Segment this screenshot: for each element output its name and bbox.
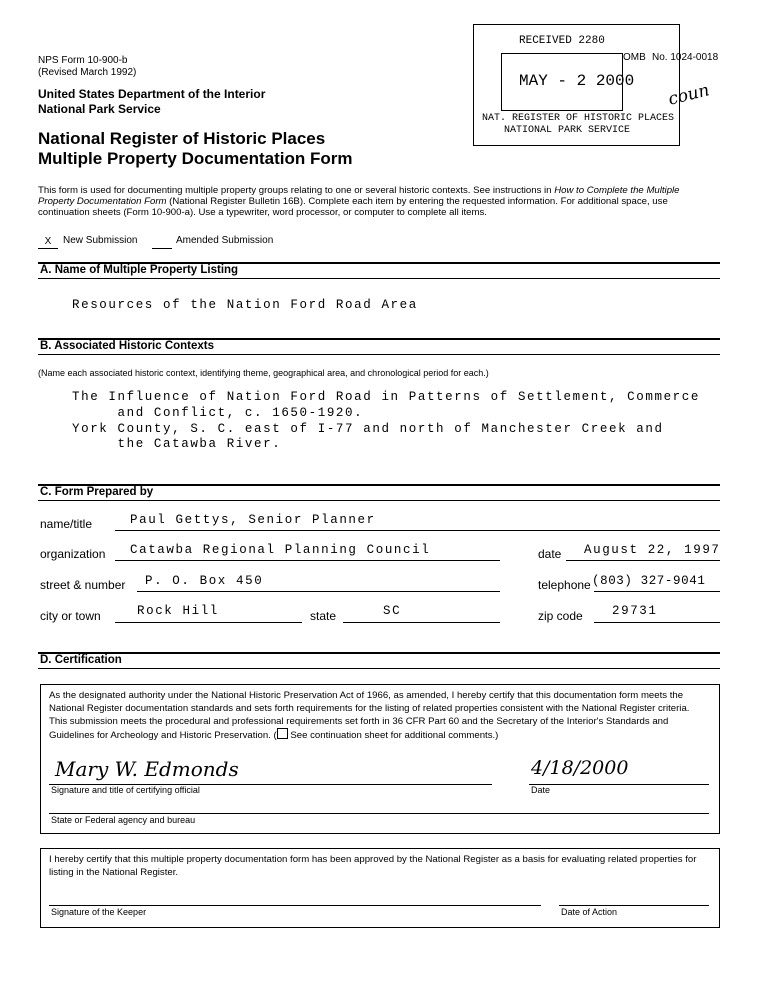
context-line: the Catawba River. [72,437,282,451]
instructions [38,185,718,218]
field-underline [137,591,500,592]
name-label: name/title [40,517,93,531]
state-value[interactable]: SC [383,604,402,618]
field-underline [115,530,720,531]
stamp-line2: NATIONAL PARK SERVICE [504,125,631,136]
city-label: city or town [40,609,101,623]
agency-label: State or Federal agency and bureau [51,815,196,825]
organization-label: organization [40,547,106,561]
date-value[interactable]: August 22, 1997 [584,543,721,557]
date-label: date [538,547,562,561]
section-b-instructions: (Name each associated historic context, identifying theme, geographical area, and chronological period for each.) [38,368,489,378]
zip-value[interactable]: 29731 [612,604,658,618]
page-title: National Register of Historic Places [38,129,326,148]
field-underline [529,784,709,785]
stamp-date-box [501,53,635,111]
amended-submission-mark[interactable] [152,236,172,249]
context-line: and Conflict, c. 1650-1920. [72,406,364,420]
field-underline [49,813,709,814]
form-revised: (Revised March 1992) [38,67,137,78]
amended-submission-label: Amended Submission [176,235,274,246]
sign-date-label: Date [531,785,551,795]
omb-prefix: OMB [623,52,646,63]
telephone-label: telephone [538,578,591,592]
instructions-text-a: This form is used for documenting multiple property groups relating to one or several historic contexts. See instructions in [38,185,555,196]
instructions-text-b: (National Register Bulletin 16B). Complete each item by entering the requested information. For additional space, use continuation sheets (Form 10-900-a). Use a typewriter, word processor, or computer to complete all items. [38,196,668,218]
section-c-title: C. Form Prepared by [40,486,154,498]
city-value[interactable]: Rock Hill [137,604,219,618]
organization-value[interactable]: Catawba Regional Planning Council [130,543,431,557]
field-underline [49,905,541,906]
zip-label: zip code [538,609,583,623]
telephone-value[interactable]: (803) 327-9041 [592,574,706,588]
stamp-date: MAY - 2 2000 [519,72,635,90]
handwritten-note: coun [666,80,712,110]
department: United States Department of the Interior [38,87,266,101]
street-label: street & number [40,578,126,592]
field-underline [566,560,720,561]
field-underline [115,622,302,623]
new-submission-label: New Submission [63,235,138,246]
page-subtitle: Multiple Property Documentation Form [38,149,353,168]
date-of-action-label: Date of Action [561,907,618,917]
continuation-checkbox[interactable] [277,728,288,739]
context-line: The Influence of Nation Ford Road in Patterns of Settlement, Commerce [72,390,700,404]
section-a-title: A. Name of Multiple Property Listing [40,264,239,276]
field-underline [115,560,500,561]
state-label: state [310,609,337,623]
section-d-title: D. Certification [40,654,122,666]
field-underline [594,622,720,623]
street-value[interactable]: P. O. Box 450 [145,574,264,588]
context-line: York County, S. C. east of I-77 and north of Manchester Creek and [72,422,664,436]
certification-text [49,689,709,742]
section-a-value: Resources of the Nation Ford Road Area [72,298,418,312]
omb-number: No. 1024-0018 [652,52,719,63]
certification-box [40,684,720,834]
divider [38,354,720,355]
new-submission-mark[interactable]: X [38,236,58,249]
keeper-signature-label: Signature of the Keeper [51,907,147,917]
received-stamp [473,24,680,146]
section-b-title: B. Associated Historic Contexts [40,340,215,352]
keeper-box [40,848,720,928]
sign-date: 4/18/2000 [531,757,629,779]
stamp-line1: NAT. REGISTER OF HISTORIC PLACES [482,113,675,124]
service: National Park Service [38,102,161,116]
signature: Mary W. Edmonds [55,757,239,781]
divider [38,278,720,279]
divider [38,652,720,654]
field-underline [559,905,709,906]
form-number: NPS Form 10-900-b [38,55,128,66]
certification-text-b: See continuation sheet for additional comments.) [287,730,499,741]
field-underline [343,622,500,623]
divider [38,500,720,501]
instructions-italic: How to Complete the Multiple Property Documentation Form [38,185,680,207]
field-underline [594,591,720,592]
name-value[interactable]: Paul Gettys, Senior Planner [130,513,376,527]
divider [38,668,720,669]
certification-text-a: As the designated authority under the National Historic Preservation Act of 1966, as amended, I hereby certify that this documentation form meets the National Register documentation standards and sets forth requirements for the listing of related properties consistent with the National Register criteria. This submission meets the procedural and professional requirements set forth in 36 CFR Part 60 and the Secretary of the Interior's Standards and Guidelines for Archeology and Historic Preservation. ( [49,690,690,741]
signature-label: Signature and title of certifying official [51,785,200,795]
keeper-text: I hereby certify that this multiple property documentation form has been approved by the National Register as a basis for evaluating related properties for listing in the National Register. [49,854,697,878]
stamp-received: RECEIVED 2280 [519,35,605,47]
